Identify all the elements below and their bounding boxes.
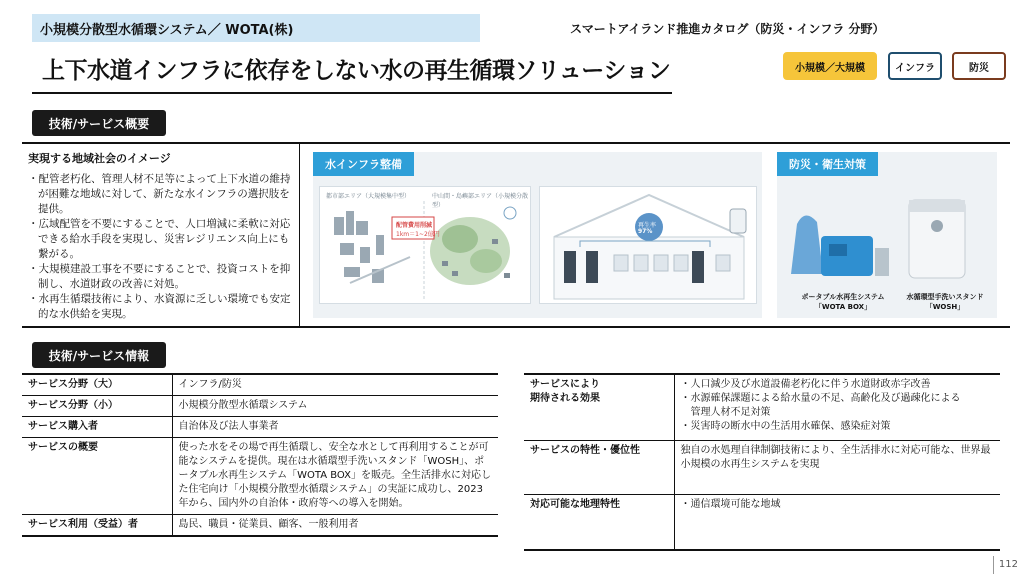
table-row xyxy=(524,440,1000,494)
product-model: 「WOTA BOX」 xyxy=(814,303,872,311)
title-underline xyxy=(32,92,672,94)
water-infra-panel xyxy=(313,152,762,318)
row-label: サービスの概要 xyxy=(22,438,172,515)
table-row xyxy=(22,396,498,417)
overview-bullet: ・配管老朽化、管理人材不足等によって上下水道の維持が困難な地域に対して、新たな水インフラの選択肢を提供。 xyxy=(28,173,291,215)
row-label: サービス分野（大） xyxy=(22,374,172,396)
section-tab-overview: 技術/サービス概要 xyxy=(32,110,166,136)
table-row xyxy=(524,374,1000,440)
row-value: 島民、職員・従業員、顧客、一般利用者 xyxy=(172,515,498,537)
row-label: サービス利用（受益）者 xyxy=(22,515,172,537)
house-water-cycle-diagram xyxy=(539,186,757,304)
row-value: 使った水をその場で再生循環し、安全な水として再利用することが可能なシステムを提供。現在は水循環型手洗いスタンド「WOSH」、ポータブル水再生システム「WOTA BOX」を販売。全生活排水に対応した住宅向け「小規模分散型水循環システム」の実証に成功し、2023年から、国内外の自治体・政府等への導入を開始。 xyxy=(172,438,498,515)
row-value: 独自の水処理自律制御技術により、全生活排水に対応可能な、世界最小規模の水再生システムを実現 xyxy=(674,440,1000,494)
reuse-rate-value: 97% xyxy=(638,228,653,235)
row-value: ・通信環境可能な地域 xyxy=(674,494,1000,550)
company-label: 小規模分散型水循環システム／ WOTA(株) xyxy=(40,22,294,38)
disaster-panel-label: 防災・衛生対策 xyxy=(777,152,878,176)
row-label: サービスの特性・優位性 xyxy=(524,440,674,494)
table-row xyxy=(22,438,498,515)
company-bar xyxy=(32,14,480,42)
disaster-panel xyxy=(777,152,997,318)
service-info-table-right xyxy=(524,373,1000,551)
table-row xyxy=(524,494,1000,550)
diagram-caption-urban: 都市部エリア（大規模集中型） xyxy=(326,193,411,200)
tag-scale: 小規模／大規模 xyxy=(783,52,877,80)
row-label: サービスにより 期待される効果 xyxy=(524,374,674,440)
service-info-table-left xyxy=(22,373,498,537)
table-row xyxy=(22,515,498,537)
water-panel-label: 水インフラ整備 xyxy=(313,152,414,176)
diagram-caption-rural: 中山間・島嶼部エリア（小規模分散型） xyxy=(432,193,529,209)
tag-disaster: 防災 xyxy=(952,52,1006,80)
product-name: ポータブル水再生システム xyxy=(801,293,885,301)
table-row xyxy=(22,374,498,396)
overview-bullet: ・広域配管を不要にすることで、人口増減に柔軟に対応できる給水手段を実現し、災害レジリエンス向上にも繋がる。 xyxy=(28,218,291,260)
overview-heading: 実現する地域社会のイメージ xyxy=(28,152,171,165)
row-label: サービス購入者 xyxy=(22,417,172,438)
row-value: 小規模分散型水循環システム xyxy=(172,396,498,417)
page-number: 112 xyxy=(998,559,1018,570)
product-model: 「WOSH」 xyxy=(925,303,965,311)
overview-bullet: ・水再生循環技術により、水資源に乏しい環境でも安定的な水供給を実現。 xyxy=(28,293,291,320)
row-value: インフラ/防災 xyxy=(172,374,498,396)
page-number-divider xyxy=(993,556,994,574)
pipe-cost-label: 配管費用削減 xyxy=(396,222,433,229)
city-island-illustration xyxy=(320,187,532,305)
tag-infra: インフラ xyxy=(888,52,942,80)
page-title: 上下水道インフラに依存をしない水の再生循環ソリューション xyxy=(42,58,671,84)
catalog-label: スマートアイランド推進カタログ（防災・インフラ 分野） xyxy=(570,22,885,36)
row-label: サービス分野（小） xyxy=(22,396,172,417)
overview-bullet: ・大規模建設工事を不要にすることで、投資コストを抑制し、水道財政の改善に対処。 xyxy=(28,263,291,290)
reuse-rate-label: 再生率 xyxy=(638,222,657,229)
row-value: 自治体及び法人事業者 xyxy=(172,417,498,438)
product-wota-box xyxy=(783,292,903,312)
pipe-cost-value: 1km＝1~2億円 xyxy=(396,231,440,238)
distributed-area-diagram xyxy=(319,186,531,304)
row-label: 対応可能な地理特性 xyxy=(524,494,674,550)
product-name: 水循環型手洗いスタンド xyxy=(906,293,984,301)
overview-text xyxy=(22,144,300,326)
section-tab-info: 技術/サービス情報 xyxy=(32,342,166,368)
row-value: ・人口減少及び水道設備老朽化に伴う水道財政赤字改善 ・水源確保課題による給水量の不足、高齢化及び過疎化による 管理人材不足対策 ・災害時の断水中の生活用水確保、感染症対策 xyxy=(674,374,1000,440)
table-row xyxy=(22,417,498,438)
product-wosh xyxy=(895,292,995,312)
house-cycle-illustration xyxy=(540,187,758,305)
